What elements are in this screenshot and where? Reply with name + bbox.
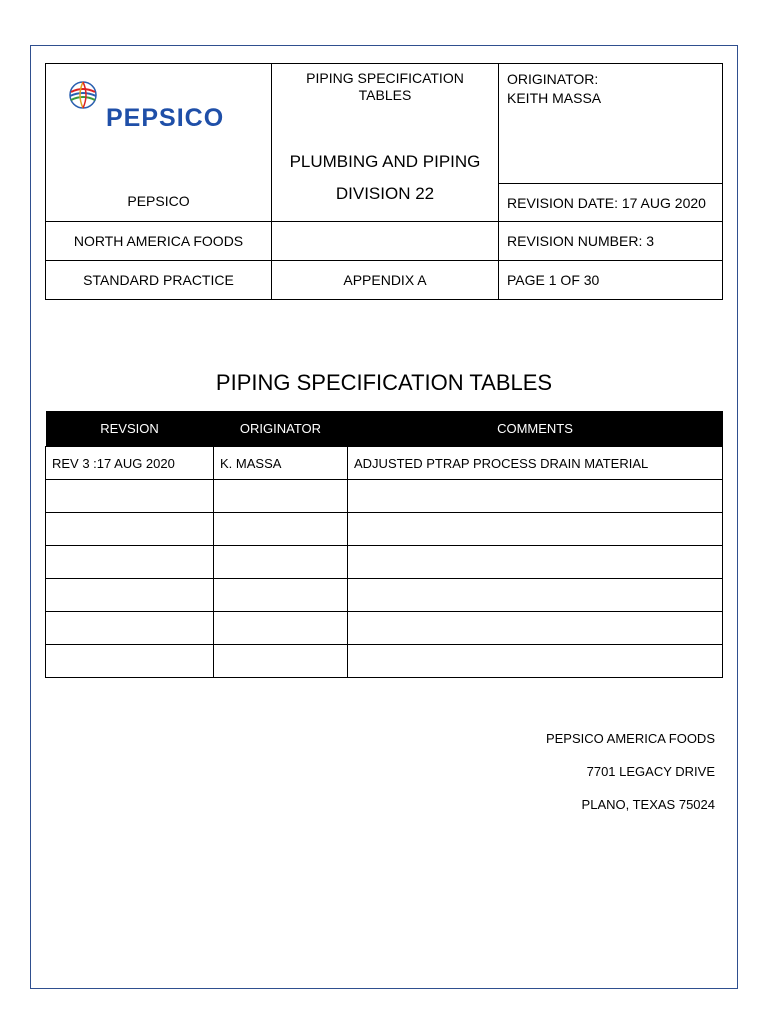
originator-label: ORIGINATOR:: [507, 71, 599, 87]
page-cell: [499, 261, 723, 300]
originator-cell: [214, 546, 348, 579]
revision-number-cell: [499, 222, 723, 261]
table-row: [46, 546, 723, 579]
appendix-cell: [272, 261, 499, 300]
revision-date: REVISION DATE: 17 AUG 2020: [507, 194, 706, 211]
table-row: [46, 447, 723, 480]
revision-cell: [46, 645, 214, 678]
globe-icon: [68, 80, 98, 110]
comments-cell: [348, 546, 723, 579]
originator-cell: [214, 513, 348, 546]
practice-cell: [46, 261, 272, 300]
logo-text: PEPSICO: [106, 104, 225, 132]
comments-cell: [348, 645, 723, 678]
column-header-comments: COMMENTS: [348, 411, 723, 447]
region-name: NORTH AMERICA FOODS: [73, 233, 244, 249]
spec-title-cell: [272, 64, 499, 222]
revision-cell: [46, 579, 214, 612]
originator-cell: [499, 64, 723, 184]
address-line-3: PLANO, TEXAS 75024: [581, 797, 715, 812]
division-name: DIVISION 22: [335, 184, 435, 203]
revision-cell: [46, 480, 214, 513]
company-address: [546, 722, 715, 821]
revision-cell: [46, 612, 214, 645]
address-line-2: 7701 LEGACY DRIVE: [586, 764, 715, 779]
column-header-revision: REVSION: [46, 411, 214, 447]
blank-mid-cell: [272, 222, 499, 261]
company-line: [46, 183, 271, 219]
practice-name: STANDARD PRACTICE: [83, 272, 234, 288]
table-row: [46, 513, 723, 546]
spec-title: PIPING SPECIFICATION TABLES: [306, 70, 464, 103]
revision-table: [45, 411, 723, 678]
comments-cell: [348, 612, 723, 645]
section-name: PLUMBING AND PIPING: [289, 152, 481, 171]
revision-cell: REV 3 :17 AUG 2020: [46, 447, 214, 480]
revision-cell: [46, 513, 214, 546]
originator-cell: K. MASSA: [214, 447, 348, 480]
originator-cell: [214, 480, 348, 513]
originator-name: KEITH MASSA: [507, 90, 602, 106]
table-row: [46, 480, 723, 513]
originator-cell: [214, 579, 348, 612]
comments-cell: [348, 480, 723, 513]
column-header-originator: ORIGINATOR: [214, 411, 348, 447]
revision-number: REVISION NUMBER: 3: [507, 233, 655, 249]
document-header-table: [45, 63, 723, 300]
revision-date-cell: [499, 184, 723, 222]
revision-table-header: [46, 411, 723, 447]
appendix-name: APPENDIX A: [343, 272, 427, 288]
table-row: [46, 612, 723, 645]
page-number: PAGE 1 OF 30: [507, 272, 600, 288]
pepsico-logo: [46, 64, 271, 183]
table-row: [46, 645, 723, 678]
comments-cell: [348, 579, 723, 612]
table-row: [46, 579, 723, 612]
comments-cell: [348, 513, 723, 546]
region-cell: [46, 222, 272, 261]
logo-cell: [46, 64, 272, 222]
originator-cell: [214, 645, 348, 678]
revision-cell: [46, 546, 214, 579]
comments-cell: ADJUSTED PTRAP PROCESS DRAIN MATERIAL: [348, 447, 723, 480]
company-name: PEPSICO: [127, 193, 190, 209]
address-line-1: PEPSICO AMERICA FOODS: [545, 731, 715, 746]
document-title: PIPING SPECIFICATION TABLES: [215, 370, 553, 395]
originator-cell: [214, 612, 348, 645]
